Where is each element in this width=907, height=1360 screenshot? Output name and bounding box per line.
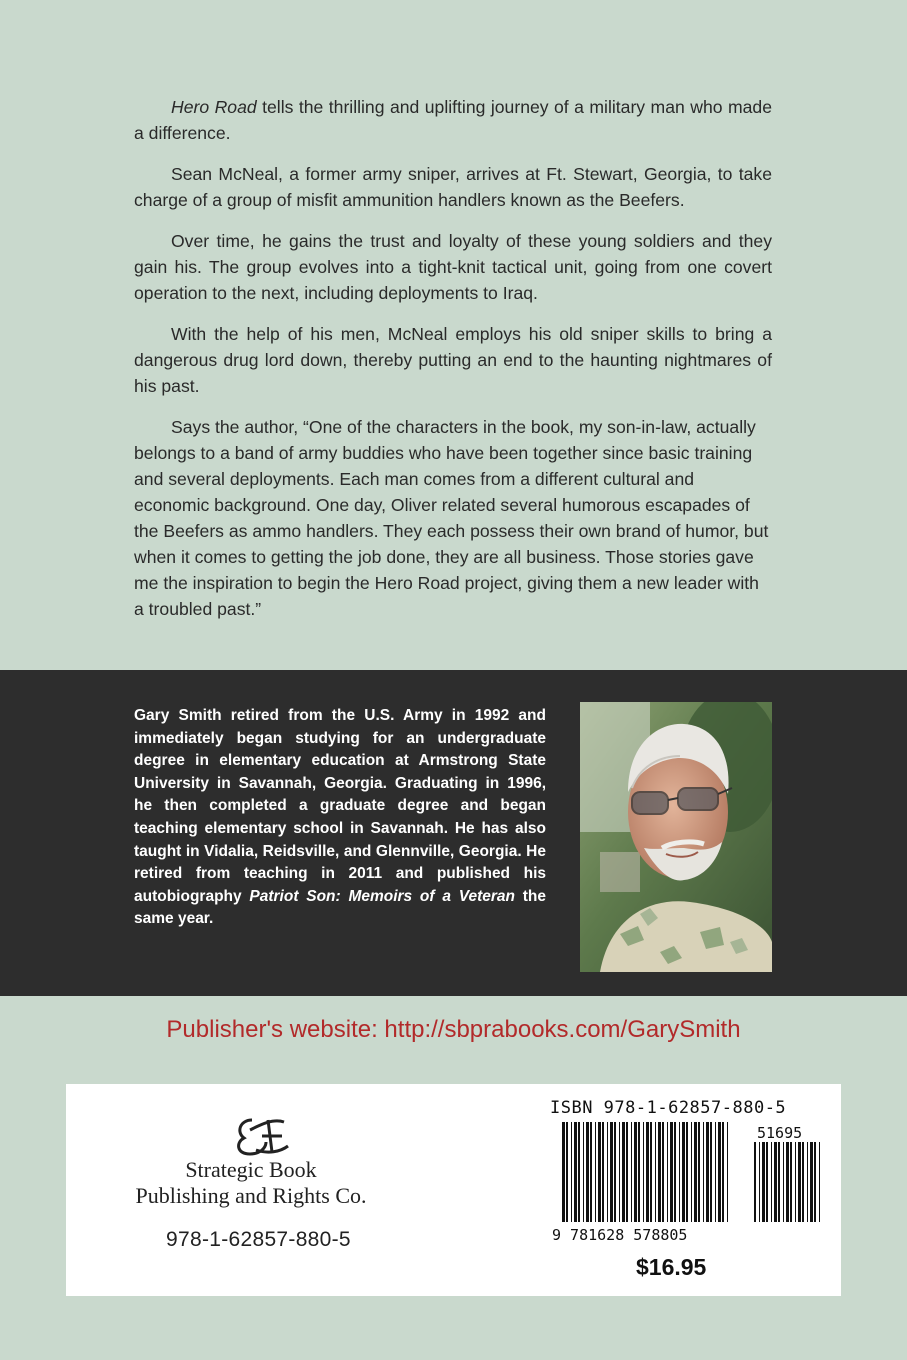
- blurb-paragraph-4: With the help of his men, McNeal employs his old sniper skills to bring a dangerous drug lord down, thereby putting an end to the haunting nightmares of his past.: [134, 324, 772, 396]
- publisher-website-text: Publisher's website: http://sbprabooks.com/GarySmith: [166, 1016, 741, 1043]
- author-photo: [580, 702, 772, 972]
- publisher-name: [106, 1157, 396, 1209]
- author-bio: [134, 705, 546, 931]
- blurb-paragraph-1-text: tells the thrilling and uplifting journey of a military man who made a difference.: [134, 97, 772, 143]
- back-cover-blurb: [134, 94, 772, 637]
- publisher-website[interactable]: [0, 1014, 907, 1046]
- publisher-name-line-1: Strategic Book: [185, 1157, 317, 1182]
- blurb-paragraph-3: Over time, he gains the trust and loyalty of these young soldiers and they gain his. The group evolves into a tight-knit tactical unit, going from one covert operation to the next, including deployments to Iraq.: [134, 231, 772, 303]
- publisher-name-line-2: Publishing and Rights Co.: [135, 1183, 367, 1208]
- barcode-addon-digits: 51695: [757, 1124, 803, 1142]
- blurb-paragraph-5: Says the author, “One of the characters in the book, my son-in-law, actually belongs to a band of army buddies who have been together since basic training and several deployments. Each man comes from a different cultural and economic background. One day, Oliver related several humorous escapades of the Beefers as ammo handlers. They each possess their own brand of humor, but when it comes to getting the job done, they are all business. Those stories gave me the inspiration to begin the Hero Road project, giving them a new leader with a troubled past.”: [134, 417, 769, 619]
- author-bio-end: the same year.: [134, 887, 546, 928]
- blurb-paragraph-1: [134, 94, 772, 146]
- author-bio-text: Gary Smith retired from the U.S. Army in 1992 and immediately began studying for an undergraduate degree in elementary education at Armstrong State University in Savannah, Georgia. Graduating in 1996, he then completed a graduate degree and began teaching elementary school in Savannah. He has also taught in Vidalia, Reidsville, and Glennville, Georgia. He retired from teaching in 2011 and published his autobiography: [134, 707, 546, 905]
- price: $16.95: [636, 1254, 707, 1280]
- isbn-barcode: [550, 1122, 830, 1244]
- isbn-number: 978-1-62857-880-5: [166, 1228, 351, 1251]
- publisher-barcode-panel: [66, 1084, 841, 1296]
- book-title: Hero Road: [171, 97, 257, 117]
- barcode-main-bars: [562, 1122, 728, 1222]
- blurb-paragraph-2: Sean McNeal, a former army sniper, arrives at Ft. Stewart, Georgia, to take charge of a group of misfit ammunition handlers known as the Beefers.: [134, 164, 772, 210]
- author-bio-section: [0, 670, 907, 996]
- barcode-isbn-label: ISBN 978-1-62857-880-5: [550, 1098, 787, 1118]
- se-monogram-icon: [232, 1112, 296, 1156]
- barcode-ean-digits: 9 781628 578805: [552, 1226, 688, 1244]
- barcode-addon-bars: [754, 1142, 820, 1222]
- autobiography-title: Patriot Son: Memoirs of a Veteran: [249, 887, 515, 905]
